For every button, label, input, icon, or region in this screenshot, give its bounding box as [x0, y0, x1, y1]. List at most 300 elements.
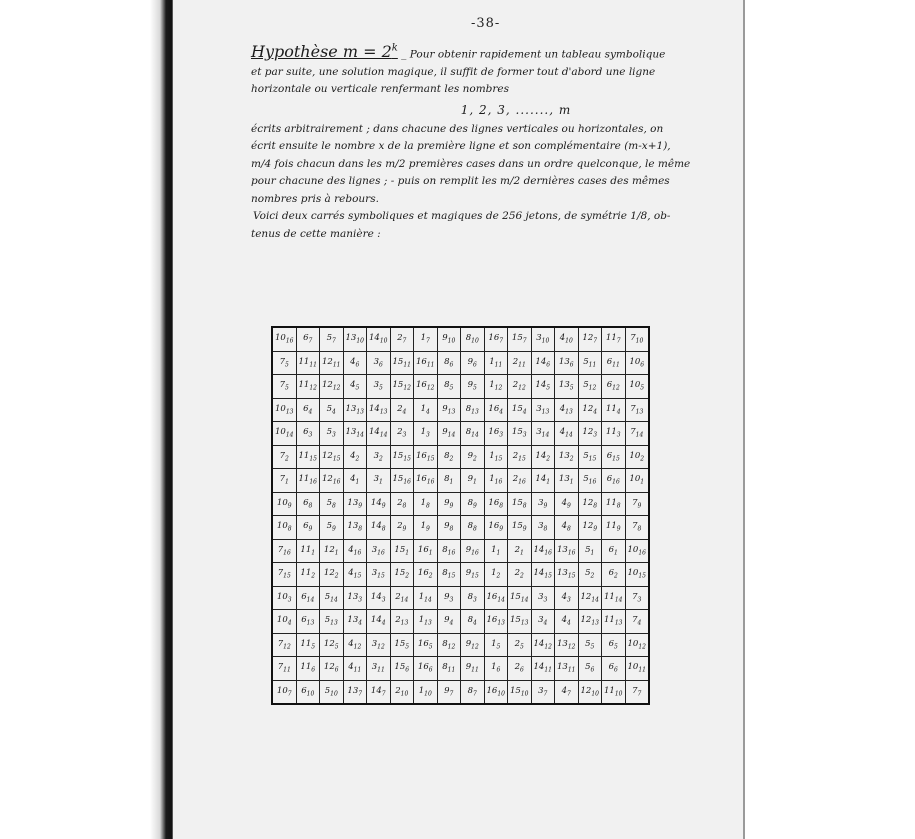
square-cell	[296, 586, 320, 610]
cell-value: 15	[510, 591, 521, 602]
cell-subscript: 11	[567, 667, 576, 675]
square-cell	[390, 657, 414, 681]
square-cell	[555, 657, 579, 681]
cell-subscript: 10	[400, 690, 409, 698]
cell-value: 7	[630, 333, 636, 344]
cell-value: 15	[392, 474, 404, 485]
square-cell	[320, 492, 344, 516]
cell-value: 10	[629, 380, 641, 391]
square-cell	[437, 610, 461, 634]
cell-subscript: 5	[569, 385, 574, 393]
text-line-3: horizontale ou verticale renfermant les nombres	[251, 83, 510, 96]
square-cell	[437, 398, 461, 422]
cell-subscript: 9	[567, 502, 571, 510]
cell-value: 13	[347, 521, 359, 532]
square-cell	[437, 492, 461, 516]
square-cell	[320, 375, 344, 399]
cell-subscript: 5	[285, 361, 289, 369]
cell-subscript: 12	[471, 643, 479, 651]
square-cell	[272, 492, 296, 516]
cell-value: 14	[533, 568, 545, 579]
square-cell	[320, 633, 344, 657]
cell-subscript: 14	[614, 596, 623, 604]
square-cell	[414, 492, 438, 516]
square-row	[272, 633, 649, 657]
cell-value: 7	[277, 662, 284, 673]
cell-subscript: 9	[593, 526, 598, 534]
square-cell	[367, 398, 391, 422]
cell-subscript: 10	[447, 338, 456, 346]
cell-subscript: 12	[544, 643, 552, 651]
cell-value: 10	[276, 591, 288, 602]
square-cell	[296, 680, 320, 704]
square-cell	[484, 610, 508, 634]
cell-value: 12	[582, 333, 594, 344]
cell-value: 9	[444, 521, 450, 532]
square-cell	[602, 445, 626, 469]
cell-subscript: 4	[593, 408, 598, 416]
cell-subscript: 5	[355, 385, 360, 393]
square-cell	[625, 375, 649, 399]
cell-subscript: 1	[311, 549, 316, 557]
cell-subscript: 2	[546, 455, 551, 463]
cell-value: 12	[582, 521, 594, 532]
cell-subscript: 8	[473, 526, 477, 534]
square-cell	[625, 586, 649, 610]
square-cell	[508, 375, 532, 399]
cell-subscript: 3	[308, 432, 313, 440]
square-cell	[484, 398, 508, 422]
cell-subscript: 6	[379, 361, 383, 369]
cell-subscript: 10	[379, 338, 388, 346]
cell-subscript: 9	[332, 526, 336, 534]
cell-subscript: 3	[449, 596, 454, 604]
cell-value: 9	[442, 427, 448, 438]
square-cell	[343, 680, 367, 704]
cell-value: 1	[489, 450, 495, 461]
cell-subscript: 9	[449, 502, 454, 510]
cell-subscript: 13	[356, 408, 364, 416]
cell-value: 1	[420, 333, 427, 344]
cell-subscript: 15	[638, 573, 646, 581]
cell-subscript: 15	[447, 573, 456, 581]
square-cell	[390, 680, 414, 704]
cell-subscript: 4	[332, 408, 336, 416]
cell-subscript: 4	[543, 620, 548, 628]
square-cell	[508, 563, 532, 587]
square-cell	[461, 492, 485, 516]
cell-subscript: 15	[494, 455, 503, 463]
cell-subscript: 11	[332, 361, 341, 369]
square-cell	[320, 539, 344, 563]
cell-value: 1	[420, 403, 427, 414]
cell-value: 12	[582, 403, 594, 414]
cell-value: 15	[394, 544, 406, 555]
cell-value: 14	[370, 615, 382, 626]
cell-subscript: 2	[520, 573, 524, 581]
cell-value: 15	[510, 615, 521, 626]
square-cell	[555, 516, 579, 540]
cell-subscript: 15	[567, 573, 576, 581]
cell-subscript: 5	[590, 643, 595, 651]
cell-subscript: 6	[546, 361, 551, 369]
cell-value: 11	[604, 615, 615, 626]
cell-subscript: 12	[638, 643, 646, 651]
cell-value: 11	[298, 380, 310, 391]
cell-subscript: 7	[593, 338, 598, 346]
cell-subscript: 6	[355, 361, 360, 369]
cell-value: 11	[300, 544, 312, 555]
square-cell	[390, 610, 414, 634]
cell-value: 8	[442, 638, 448, 649]
square-cell	[272, 327, 296, 351]
square-cell	[602, 610, 626, 634]
square-cell	[343, 586, 367, 610]
cell-value: 3	[538, 497, 544, 508]
square-cell	[578, 469, 602, 493]
cell-value: 14	[535, 380, 547, 391]
cell-subscript: 10	[306, 690, 315, 698]
square-cell	[437, 351, 461, 375]
square-cell	[390, 327, 414, 351]
cell-subscript: 1	[640, 479, 645, 487]
square-cell	[437, 586, 461, 610]
cell-subscript: 16	[567, 549, 576, 557]
cell-subscript: 1	[546, 479, 551, 487]
cell-subscript: 16	[403, 479, 411, 487]
cell-subscript: 3	[358, 596, 363, 604]
cell-subscript: 9	[499, 526, 504, 534]
cell-subscript: 1	[334, 549, 339, 557]
cell-value: 5	[324, 591, 331, 602]
square-row	[272, 492, 649, 516]
cell-value: 16	[416, 356, 427, 367]
cell-subscript: 2	[311, 573, 316, 581]
cell-value: 8	[444, 380, 450, 391]
cell-value: 8	[465, 427, 472, 438]
cell-subscript: 11	[588, 361, 597, 369]
cell-subscript: 13	[471, 408, 479, 416]
cell-value: 2	[512, 474, 519, 485]
cell-subscript: 1	[379, 479, 383, 487]
cell-subscript: 5	[428, 643, 433, 651]
cell-subscript: 15	[544, 573, 552, 581]
cell-subscript: 14	[330, 596, 338, 604]
square-cell	[343, 492, 367, 516]
cell-value: 1	[418, 685, 425, 696]
cell-value: 14	[370, 497, 382, 508]
cell-subscript: 16	[612, 479, 620, 487]
square-cell	[508, 351, 532, 375]
square-cell	[437, 516, 461, 540]
cell-value: 5	[326, 427, 333, 438]
cell-subscript: 11	[283, 667, 291, 675]
square-cell	[320, 657, 344, 681]
cell-subscript: 12	[588, 385, 597, 393]
cell-value: 7	[632, 497, 638, 508]
cell-subscript: 2	[449, 455, 454, 463]
square-cell	[531, 398, 555, 422]
square-cell	[390, 539, 414, 563]
square-cell	[531, 539, 555, 563]
cell-value: 14	[533, 662, 545, 673]
square-cell	[367, 422, 391, 446]
cell-value: 3	[371, 638, 378, 649]
cell-value: 3	[538, 685, 544, 696]
square-cell	[272, 516, 296, 540]
square-cell	[437, 539, 461, 563]
cell-value: 10	[276, 521, 288, 532]
text-line-8: nombres pris à rebours.	[251, 192, 379, 205]
cell-value: 2	[395, 685, 401, 696]
cell-subscript: 4	[616, 408, 621, 416]
square-cell	[461, 422, 485, 446]
square-cell	[484, 516, 508, 540]
cell-value: 13	[557, 638, 568, 649]
cell-subscript: 14	[306, 596, 315, 604]
square-cell	[414, 633, 438, 657]
cell-subscript: 3	[593, 432, 598, 440]
cell-value: 7	[277, 568, 284, 579]
square-cell	[414, 539, 438, 563]
cell-value: 4	[561, 591, 568, 602]
square-cell	[343, 516, 367, 540]
square-cell	[578, 680, 602, 704]
square-row	[272, 563, 649, 587]
square-cell	[484, 563, 508, 587]
cell-subscript: 8	[499, 502, 504, 510]
cell-subscript: 3	[522, 432, 527, 440]
cell-value: 6	[608, 638, 615, 649]
cell-subscript: 10	[471, 338, 479, 346]
cell-subscript: 15	[612, 455, 620, 463]
cell-subscript: 12	[612, 385, 620, 393]
square-cell	[272, 351, 296, 375]
cell-value: 16	[488, 521, 500, 532]
cell-subscript: 5	[520, 643, 524, 651]
cell-subscript: 14	[471, 432, 479, 440]
square-cell	[343, 327, 367, 351]
square-cell	[484, 351, 508, 375]
cell-subscript: 2	[496, 573, 501, 581]
cell-value: 14	[533, 544, 545, 555]
cell-subscript: 1	[285, 479, 289, 487]
square-cell	[437, 680, 461, 704]
cell-value: 15	[510, 685, 521, 696]
cell-value: 9	[465, 662, 472, 673]
cell-value: 6	[606, 380, 613, 391]
cell-value: 5	[326, 333, 333, 344]
square-cell	[367, 563, 391, 587]
cell-value: 6	[303, 497, 309, 508]
cell-subscript: 3	[381, 596, 386, 604]
cell-value: 14	[535, 450, 547, 461]
cell-subscript: 12	[567, 643, 576, 651]
square-cell	[484, 657, 508, 681]
cell-subscript: 12	[494, 385, 503, 393]
cell-subscript: 5	[449, 385, 454, 393]
cell-value: 2	[514, 638, 521, 649]
square-cell	[320, 445, 344, 469]
square-cell	[343, 422, 367, 446]
cell-value: 13	[558, 380, 570, 391]
cell-subscript: 12	[518, 385, 526, 393]
cell-value: 7	[632, 685, 638, 696]
cell-value: 10	[275, 403, 286, 414]
cell-value: 4	[561, 685, 568, 696]
cell-subscript: 13	[565, 408, 573, 416]
cell-value: 7	[632, 591, 638, 602]
cell-value: 3	[373, 474, 380, 485]
cell-value: 10	[627, 568, 639, 579]
cell-subscript: 9	[522, 526, 527, 534]
square-cell	[296, 375, 320, 399]
cell-subscript: 15	[283, 573, 291, 581]
cell-value: 12	[582, 497, 594, 508]
cell-subscript: 1	[614, 549, 618, 557]
square-cell	[508, 327, 532, 351]
cell-subscript: 6	[614, 667, 618, 675]
cell-subscript: 7	[332, 338, 336, 346]
square-cell	[437, 445, 461, 469]
cell-subscript: 6	[640, 361, 645, 369]
square-cell	[343, 633, 367, 657]
square-cell	[390, 422, 414, 446]
cell-subscript: 4	[308, 408, 313, 416]
square-cell	[484, 539, 508, 563]
square-cell	[484, 469, 508, 493]
cell-subscript: 8	[543, 526, 548, 534]
cell-subscript: 2	[379, 455, 383, 463]
square-cell	[555, 375, 579, 399]
square-cell	[390, 398, 414, 422]
cell-value: 13	[558, 450, 570, 461]
cell-value: 3	[371, 544, 378, 555]
cell-value: 14	[535, 356, 547, 367]
square-cell	[484, 445, 508, 469]
cell-subscript: 8	[426, 502, 430, 510]
square-cell	[296, 469, 320, 493]
square-cell	[555, 398, 579, 422]
cell-subscript: 2	[473, 455, 477, 463]
square-cell	[272, 445, 296, 469]
cell-subscript: 5	[473, 385, 477, 393]
square-row	[272, 422, 649, 446]
square-cell	[461, 586, 485, 610]
cell-subscript: 16	[426, 479, 435, 487]
cell-value: 15	[392, 380, 404, 391]
square-cell	[343, 375, 367, 399]
cell-subscript: 11	[377, 667, 385, 675]
cell-value: 16	[488, 403, 500, 414]
cell-value: 16	[486, 591, 498, 602]
cell-value: 4	[561, 615, 568, 626]
square-cell	[367, 516, 391, 540]
cell-subscript: 4	[426, 408, 430, 416]
square-cell	[602, 633, 626, 657]
cell-value: 15	[511, 403, 523, 414]
cell-value: 10	[276, 497, 288, 508]
cell-subscript: 15	[332, 455, 341, 463]
cell-value: 16	[417, 662, 429, 673]
cell-subscript: 9	[473, 502, 477, 510]
cell-subscript: 7	[473, 690, 477, 698]
square-cell	[343, 610, 367, 634]
cell-value: 10	[276, 615, 288, 626]
cell-value: 3	[371, 662, 378, 673]
cell-subscript: 5	[640, 385, 645, 393]
cell-value: 7	[630, 403, 636, 414]
cell-value: 14	[370, 521, 382, 532]
cell-subscript: 16	[447, 549, 456, 557]
square-cell	[461, 469, 485, 493]
square-cell	[296, 516, 320, 540]
square-cell	[272, 680, 296, 704]
square-cell	[484, 327, 508, 351]
cell-subscript: 13	[497, 620, 505, 628]
square-cell	[343, 398, 367, 422]
square-cell	[602, 375, 626, 399]
square-cell	[437, 422, 461, 446]
square-cell	[531, 516, 555, 540]
square-cell	[531, 375, 555, 399]
square-cell	[367, 539, 391, 563]
cell-subscript: 14	[424, 596, 432, 604]
cell-value: 16	[417, 638, 429, 649]
square-cell	[320, 327, 344, 351]
cell-subscript: 8	[522, 502, 527, 510]
square-cell	[602, 516, 626, 540]
cell-value: 1	[489, 356, 495, 367]
square-cell	[296, 633, 320, 657]
square-cell	[272, 375, 296, 399]
square-cell	[484, 422, 508, 446]
cell-value: 3	[536, 427, 542, 438]
cell-value: 5	[583, 474, 589, 485]
cell-subscript: 3	[637, 596, 642, 604]
cell-value: 10	[276, 685, 288, 696]
cell-value: 5	[324, 615, 331, 626]
cell-subscript: 7	[567, 690, 571, 698]
square-cell	[578, 657, 602, 681]
cell-subscript: 8	[358, 526, 363, 534]
square-cell	[320, 398, 344, 422]
cell-value: 13	[558, 474, 570, 485]
cell-subscript: 8	[616, 502, 621, 510]
cell-value: 11	[605, 333, 617, 344]
cell-value: 5	[324, 685, 331, 696]
square-cell	[296, 610, 320, 634]
text-line-7: pour chacune des lignes ; - puis on remplit les m/2 dernières cases des mêmes	[251, 175, 670, 188]
square-cell	[343, 445, 367, 469]
cell-value: 2	[512, 356, 519, 367]
square-cell	[531, 469, 555, 493]
cell-subscript: 11	[494, 361, 503, 369]
square-cell	[555, 327, 579, 351]
square-cell	[320, 351, 344, 375]
cell-value: 7	[279, 450, 286, 461]
square-cell	[602, 563, 626, 587]
square-cell	[367, 586, 391, 610]
cell-subscript: 15	[377, 573, 385, 581]
square-cell	[555, 586, 579, 610]
cell-subscript: 7	[381, 690, 386, 698]
cell-subscript: 2	[428, 573, 433, 581]
cell-value: 8	[444, 450, 450, 461]
cell-value: 10	[629, 450, 641, 461]
square-cell	[555, 492, 579, 516]
square-cell	[414, 516, 438, 540]
